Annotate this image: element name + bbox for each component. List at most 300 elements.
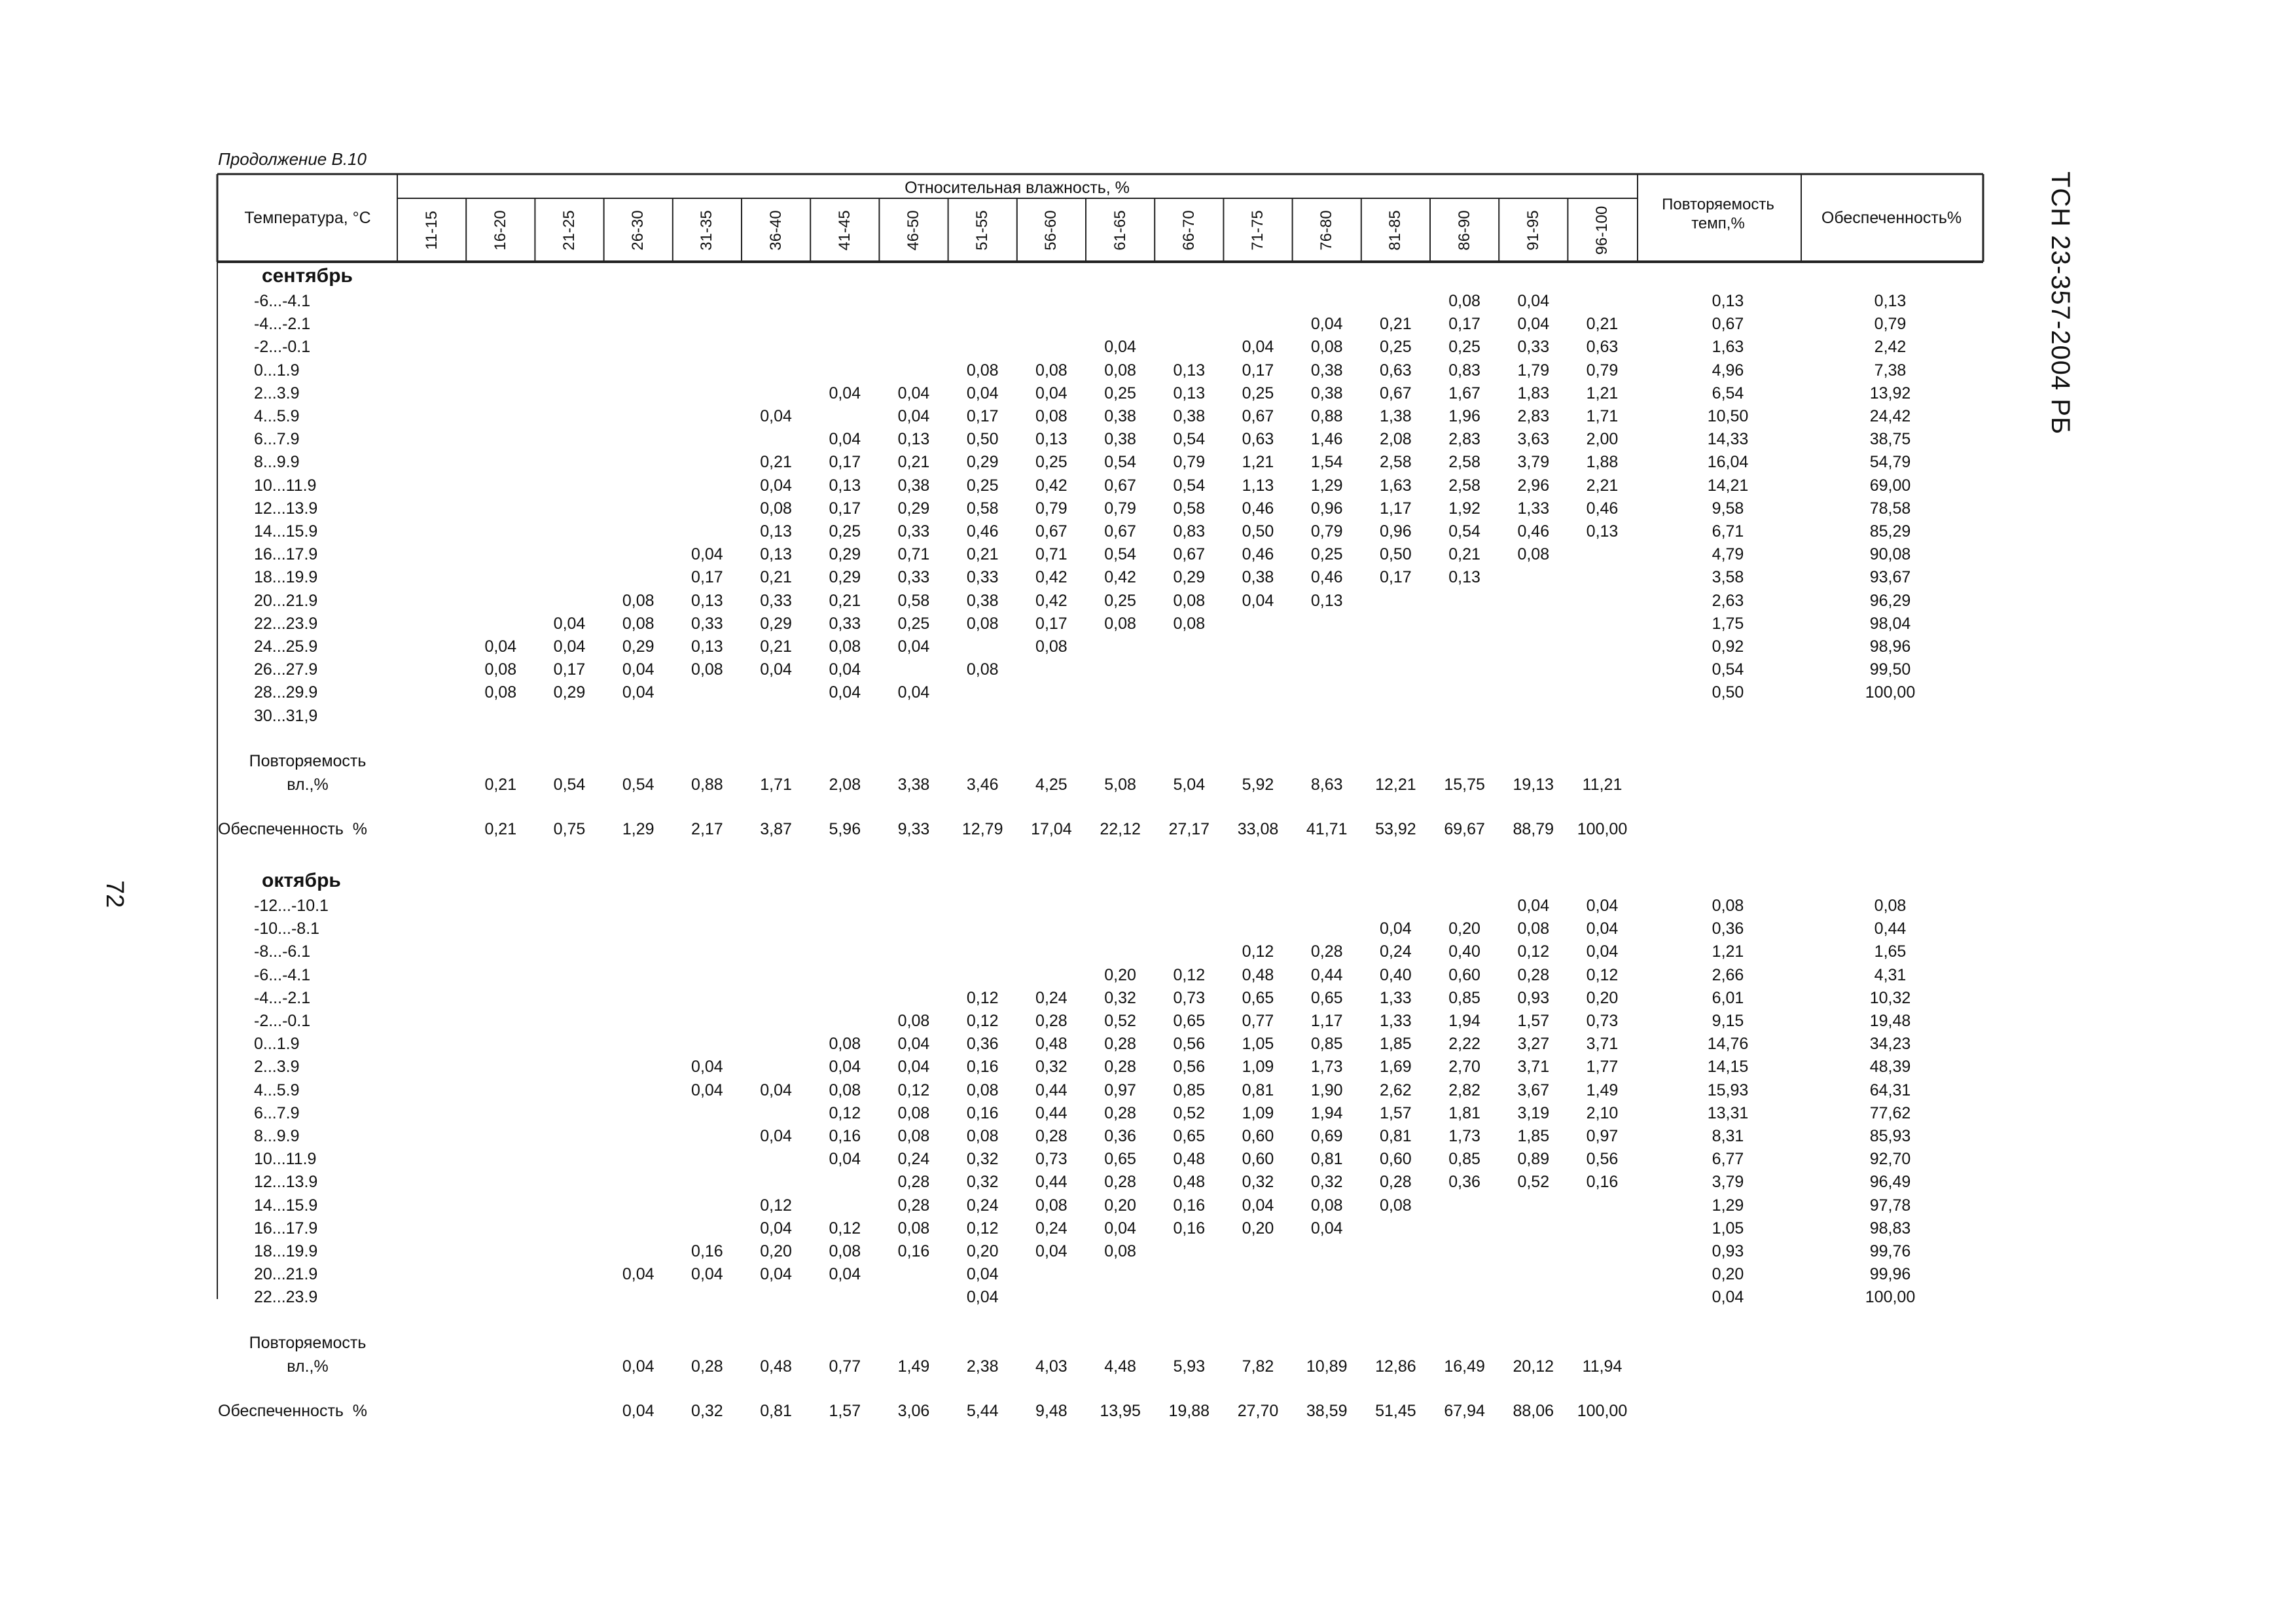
humidity-cell-value: 0,93 [1517,988,1550,1007]
humidity-cell-value: 0,46 [1517,522,1550,541]
humidity-cell-value: 1,85 [1380,1035,1412,1054]
humidity-cell-value: 0,08 [966,361,999,380]
humidity-cell-value: 1,29 [1310,476,1343,495]
humidity-cell-value: 0,04 [1310,315,1343,334]
humidity-cell-value: 0,04 [1104,338,1136,357]
humidity-cell-value: 0,67 [1035,522,1067,541]
repeat-humidity-value: 3,38 [897,775,930,794]
humidity-cell-value: 0,25 [1104,591,1136,610]
repeat-temp-value: 0,67 [1712,315,1744,334]
humidity-cell-value: 1,90 [1310,1080,1343,1099]
repeat-humidity-value: 0,48 [760,1357,792,1376]
humidity-cell-value: 0,89 [1517,1150,1550,1169]
humidity-cell-value: 1,71 [1586,407,1619,425]
security-humidity-value: 51,45 [1375,1401,1416,1420]
security-humidity-value: 0,75 [553,819,586,838]
temperature-range-label: 22...23.9 [254,614,318,633]
humidity-cell-value: 0,42 [1035,591,1067,610]
security-value: 85,29 [1869,522,1911,541]
repeat-temp-value: 15,93 [1707,1080,1749,1099]
repeat-temp-value: 0,20 [1712,1265,1744,1284]
humidity-cell-value: 3,27 [1517,1035,1550,1054]
security-humidity-value: 88,79 [1513,819,1554,838]
repeat-temp-value: 0,92 [1712,637,1744,656]
temperature-range-label: 22...23.9 [254,1288,318,1307]
repeat-temp-value: 14,21 [1707,476,1749,495]
security-humidity-value: 27,70 [1237,1401,1279,1420]
humidity-cell-value: 0,81 [1242,1080,1274,1099]
repeat-humidity-value: 3,46 [966,775,999,794]
humidity-cell-value: 0,16 [966,1058,999,1077]
humidity-cell-value: 1,54 [1310,453,1343,472]
humidity-cell-value: 0,65 [1104,1150,1136,1169]
repeat-humidity-value: 0,77 [829,1357,861,1376]
repeat-temp-value: 0,13 [1712,292,1744,310]
humidity-bin-label: 51-55 [973,210,992,251]
humidity-cell-value: 0,40 [1380,965,1412,984]
humidity-cell-value: 1,63 [1380,476,1412,495]
humidity-cell-value: 0,20 [1242,1219,1274,1238]
humidity-cell-value: 0,44 [1035,1103,1067,1122]
repeat-temp-value: 4,79 [1712,545,1744,564]
humidity-cell-value: 0,08 [829,637,861,656]
humidity-cell-value: 0,21 [1586,315,1619,334]
humidity-cell-value: 0,08 [1104,1242,1136,1260]
humidity-cell-value: 0,32 [1310,1173,1343,1192]
humidity-cell-value: 0,24 [1035,988,1067,1007]
temperature-range-label: 30...31,9 [254,706,318,725]
humidity-cell-value: 0,04 [1242,338,1274,357]
humidity-cell-value: 1,88 [1586,453,1619,472]
document-id: ТСН 23-357-2004 РБ [2046,171,2075,435]
humidity-cell-value: 0,96 [1310,499,1343,518]
humidity-cell-value: 1,49 [1586,1080,1619,1099]
security-value: 98,96 [1869,637,1911,656]
repeat-temp-value: 6,71 [1712,522,1744,541]
repeat-temp-value: 0,36 [1712,919,1744,938]
security-value: 13,92 [1869,383,1911,402]
temperature-range-label: 28...29.9 [254,683,318,702]
humidity-cell-value: 0,08 [897,1127,930,1145]
humidity-cell-value: 0,69 [1310,1127,1343,1145]
humidity-cell-value: 0,13 [1173,361,1206,380]
humidity-cell-value: 0,24 [966,1196,999,1215]
temperature-range-label: 20...21.9 [254,1265,318,1284]
humidity-cell-value: 0,67 [1104,522,1136,541]
humidity-cell-value: 1,09 [1242,1103,1274,1122]
humidity-cell-value: 0,65 [1173,1127,1206,1145]
repeat-temp-value: 6,54 [1712,383,1744,402]
security-value: 78,58 [1869,499,1911,518]
humidity-cell-value: 0,52 [1173,1103,1206,1122]
humidity-cell-value: 0,60 [1448,965,1480,984]
security-value: 34,23 [1869,1035,1911,1054]
humidity-cell-value: 0,12 [966,1219,999,1238]
humidity-cell-value: 0,44 [1310,965,1343,984]
humidity-cell-value: 0,12 [1586,965,1619,984]
humidity-cell-value: 0,54 [1104,453,1136,472]
humidity-bin-label: 36-40 [766,210,785,251]
security-value: 38,75 [1869,430,1911,449]
humidity-cell-value: 0,04 [691,1080,723,1099]
humidity-cell-value: 2,82 [1448,1080,1480,1099]
humidity-cell-value: 0,85 [1448,1150,1480,1169]
page-number: 72 [101,880,128,908]
humidity-cell-value: 0,97 [1586,1127,1619,1145]
humidity-bin-label: 21-25 [560,210,578,251]
security-humidity-value: 0,04 [622,1401,655,1420]
security-value: 93,67 [1869,568,1911,587]
humidity-cell-value: 0,33 [829,614,861,633]
humidity-cell-value: 0,58 [966,499,999,518]
humidity-cell-value: 0,16 [966,1103,999,1122]
humidity-cell-value: 0,21 [1380,315,1412,334]
humidity-cell-value: 0,12 [1242,942,1274,961]
humidity-cell-value: 0,48 [1242,965,1274,984]
humidity-cell-value: 0,85 [1448,988,1480,1007]
humidity-cell-value: 0,08 [966,1080,999,1099]
humidity-cell-value: 0,77 [1242,1012,1274,1030]
repeat-temp-value: 0,08 [1712,897,1744,915]
humidity-cell-value: 0,79 [1035,499,1067,518]
humidity-cell-value: 1,85 [1517,1127,1550,1145]
temperature-range-label: -8...-6.1 [254,942,311,961]
repeat-temp-value: 3,79 [1712,1173,1744,1192]
humidity-cell-value: 0,38 [1104,430,1136,449]
temperature-range-label: 16...17.9 [254,545,318,564]
humidity-cell-value: 0,04 [829,383,861,402]
humidity-cell-value: 1,05 [1242,1035,1274,1054]
humidity-cell-value: 0,29 [760,614,792,633]
humidity-cell-value: 0,04 [622,683,655,702]
humidity-cell-value: 0,44 [1035,1173,1067,1192]
security-value: 97,78 [1869,1196,1911,1215]
humidity-cell-value: 0,46 [1310,568,1343,587]
humidity-cell-value: 0,08 [1517,545,1550,564]
humidity-cell-value: 1,67 [1448,383,1480,402]
humidity-cell-value: 0,04 [1242,1196,1274,1215]
humidity-cell-value: 2,83 [1448,430,1480,449]
humidity-cell-value: 0,08 [1035,407,1067,425]
repeat-humidity-value: 0,21 [484,775,517,794]
security-value: 4,31 [1874,965,1907,984]
humidity-cell-value: 1,73 [1448,1127,1480,1145]
humidity-cell-value: 0,04 [1586,919,1619,938]
humidity-cell-value: 0,33 [1517,338,1550,357]
humidity-cell-value: 0,04 [691,1265,723,1284]
temperature-range-label: 6...7.9 [254,430,300,449]
repeat-temp-value: 0,04 [1712,1288,1744,1307]
humidity-cell-value: 2,10 [1586,1103,1619,1122]
security-humidity-value: 88,06 [1513,1401,1554,1420]
humidity-cell-value: 0,60 [1242,1127,1274,1145]
humidity-cell-value: 0,04 [553,637,586,656]
humidity-cell-value: 0,28 [1104,1058,1136,1077]
temperature-range-label: 10...11.9 [254,1150,317,1169]
humidity-bin-label: 46-50 [905,210,922,251]
security-humidity-value: 5,96 [829,819,861,838]
temperature-range-label: 18...19.9 [254,1242,318,1260]
humidity-cell-value: 0,71 [897,545,930,564]
humidity-cell-value: 2,62 [1380,1080,1412,1099]
humidity-cell-value: 0,29 [897,499,930,518]
humidity-cell-value: 0,28 [1104,1035,1136,1054]
temperature-range-label: 4...5.9 [254,407,300,425]
humidity-cell-value: 0,08 [897,1012,930,1030]
humidity-cell-value: 0,24 [1380,942,1412,961]
humidity-cell-value: 1,09 [1242,1058,1274,1077]
humidity-cell-value: 1,21 [1242,453,1274,472]
humidity-cell-value: 0,38 [1310,361,1343,380]
security-humidity-value: 67,94 [1444,1401,1485,1420]
repeat-temp-value: 2,66 [1712,965,1744,984]
temperature-range-label: 8...9.9 [254,453,300,472]
humidity-cell-value: 2,70 [1448,1058,1480,1077]
humidity-cell-value: 0,20 [760,1242,792,1260]
humidity-cell-value: 0,56 [1173,1035,1206,1054]
humidity-cell-value: 0,79 [1310,522,1343,541]
humidity-bin-label: 71-75 [1249,210,1266,251]
repeat-humidity-value: 7,82 [1242,1357,1274,1376]
humidity-cell-value: 0,04 [966,1288,999,1307]
humidity-cell-value: 0,29 [966,453,999,472]
humidity-cell-value: 0,96 [1380,522,1412,541]
security-humidity-value: 2,17 [691,819,723,838]
repeat-humidity-value: 16,49 [1444,1357,1485,1376]
temperature-range-label: -6...-4.1 [254,292,311,310]
humidity-cell-value: 0,04 [1517,897,1550,915]
humidity-cell-value: 2,08 [1380,430,1412,449]
humidity-cell-value: 0,65 [1310,988,1343,1007]
humidity-cell-value: 0,28 [1310,942,1343,961]
humidity-cell-value: 0,12 [1173,965,1206,984]
security-value: 100,00 [1865,1288,1916,1307]
humidity-cell-value: 0,08 [1310,338,1343,357]
humidity-cell-value: 0,08 [622,591,655,610]
humidity-cell-value: 0,21 [760,568,792,587]
humidity-cell-value: 0,25 [1310,545,1343,564]
security-value: 85,93 [1869,1127,1911,1145]
humidity-cell-value: 0,79 [1104,499,1136,518]
repeat-humidity-value: 2,08 [829,775,861,794]
repeat-humidity-value: 0,88 [691,775,723,794]
humidity-cell-value: 0,17 [829,499,861,518]
temperature-range-label: 16...17.9 [254,1219,318,1238]
temperature-range-label: -4...-2.1 [254,988,311,1007]
security-value: 7,38 [1874,361,1907,380]
humidity-cell-value: 0,36 [966,1035,999,1054]
security-value: 1,65 [1874,942,1907,961]
humidity-cell-value: 0,17 [691,568,723,587]
humidity-cell-value: 0,08 [829,1080,861,1099]
humidity-cell-value: 1,79 [1517,361,1550,380]
humidity-cell-value: 0,40 [1448,942,1480,961]
temperature-range-label: 2...3.9 [254,1058,300,1077]
header-repeat-temp: Повторяемость темп,% [1662,196,1774,232]
repeat-temp-value: 1,29 [1712,1196,1744,1215]
temperature-range-label: 24...25.9 [254,637,318,656]
security-value: 98,04 [1869,614,1911,633]
humidity-cell-value: 0,04 [897,383,930,402]
repeat-temp-value: 16,04 [1707,453,1749,472]
humidity-cell-value: 0,13 [1035,430,1067,449]
security-humidity-value: 27,17 [1168,819,1210,838]
repeat-humidity-value: 0,04 [622,1357,655,1376]
security-value: 96,29 [1869,591,1911,610]
humidity-bin-label: 76-80 [1318,210,1336,251]
temperature-range-label: -4...-2.1 [254,315,311,334]
humidity-cell-value: 0,04 [829,1265,861,1284]
humidity-cell-value: 0,12 [966,988,999,1007]
humidity-cell-value: 3,67 [1517,1080,1550,1099]
humidity-cell-value: 0,16 [691,1242,723,1260]
humidity-cell-value: 0,83 [1448,361,1480,380]
humidity-bin-label: 16-20 [491,210,509,251]
security-value: 99,50 [1869,660,1911,679]
repeat-humidity-value: 5,92 [1242,775,1274,794]
humidity-cell-value: 0,08 [966,614,999,633]
repeat-humidity-value: 12,21 [1375,775,1416,794]
humidity-cell-value: 0,04 [1517,292,1550,310]
humidity-cell-value: 0,42 [1035,476,1067,495]
humidity-cell-value: 0,04 [1104,1219,1136,1238]
repeat-temp-value: 0,50 [1712,683,1744,702]
humidity-cell-value: 0,13 [1173,383,1206,402]
humidity-cell-value: 0,08 [1448,292,1480,310]
humidity-cell-value: 0,08 [484,660,517,679]
humidity-cell-value: 1,33 [1380,988,1412,1007]
security-value: 100,00 [1865,683,1916,702]
humidity-cell-value: 3,63 [1517,430,1550,449]
humidity-cell-value: 0,28 [1035,1012,1067,1030]
humidity-cell-value: 0,21 [829,591,861,610]
humidity-cell-value: 0,38 [1310,383,1343,402]
humidity-cell-value: 0,73 [1586,1012,1619,1030]
security-value: 0,79 [1874,315,1907,334]
repeat-temp-value: 9,58 [1712,499,1744,518]
security-humidity-value: 1,57 [829,1401,861,1420]
humidity-cell-value: 0,04 [829,1150,861,1169]
humidity-cell-value: 1,57 [1517,1012,1550,1030]
repeat-humidity-value: 4,48 [1104,1357,1136,1376]
humidity-cell-value: 0,04 [691,545,723,564]
header-security: Обеспеченность% [1821,209,1962,227]
repeat-temp-value: 6,01 [1712,988,1744,1007]
humidity-cell-value: 0,17 [1448,315,1480,334]
humidity-cell-value: 0,25 [1104,383,1136,402]
repeat-humidity-value: 10,89 [1306,1357,1348,1376]
humidity-cell-value: 0,36 [1104,1127,1136,1145]
security-humidity-value: 0,81 [760,1401,792,1420]
security-value: 0,44 [1874,919,1907,938]
repeat-humidity-value: 0,54 [622,775,655,794]
humidity-cell-value: 0,04 [897,407,930,425]
repeat-temp-value: 6,77 [1712,1150,1744,1169]
humidity-cell-value: 0,20 [966,1242,999,1260]
humidity-cell-value: 0,81 [1310,1150,1343,1169]
security-humidity-value: 0,21 [484,819,517,838]
humidity-cell-value: 0,04 [1035,1242,1067,1260]
humidity-cell-value: 0,48 [1035,1035,1067,1054]
security-humidity-value: 3,87 [760,819,792,838]
humidity-cell-value: 0,04 [897,637,930,656]
security-value: 2,42 [1874,338,1907,357]
security-value: 64,31 [1869,1080,1911,1099]
humidity-cell-value: 0,29 [1173,568,1206,587]
humidity-cell-value: 0,54 [1173,476,1206,495]
humidity-cell-value: 0,12 [760,1196,792,1215]
humidity-cell-value: 0,04 [760,1219,792,1238]
humidity-cell-value: 0,13 [829,476,861,495]
humidity-cell-value: 0,16 [1173,1196,1206,1215]
humidity-cell-value: 0,04 [1586,897,1619,915]
humidity-cell-value: 2,21 [1586,476,1619,495]
humidity-cell-value: 2,22 [1448,1035,1480,1054]
humidity-cell-value: 0,25 [1242,383,1274,402]
humidity-cell-value: 0,67 [1104,476,1136,495]
humidity-bin-label: 66-70 [1179,210,1198,251]
month-heading: октябрь [262,870,341,891]
temperature-range-label: 8...9.9 [254,1127,300,1145]
humidity-cell-value: 0,97 [1104,1080,1136,1099]
humidity-cell-value: 0,73 [1173,988,1206,1007]
humidity-cell-value: 0,48 [1173,1150,1206,1169]
humidity-cell-value: 0,08 [484,683,517,702]
humidity-cell-value: 0,28 [1104,1173,1136,1192]
humidity-cell-value: 0,17 [553,660,586,679]
humidity-cell-value: 0,67 [1380,383,1412,402]
humidity-cell-value: 1,69 [1380,1058,1412,1077]
repeat-temp-value: 9,15 [1712,1012,1744,1030]
month-heading: сентябрь [262,265,353,287]
humidity-cell-value: 0,08 [966,660,999,679]
humidity-cell-value: 0,08 [1173,591,1206,610]
temperature-range-label: -12...-10.1 [254,897,329,915]
humidity-cell-value: 0,33 [966,568,999,587]
repeat-humidity-value: 11,94 [1582,1357,1623,1376]
security-humidity-label: Обеспеченность % [218,1401,368,1420]
humidity-cell-value: 0,60 [1242,1150,1274,1169]
temperature-range-label: -6...-4.1 [254,965,311,984]
humidity-cell-value: 0,71 [1035,545,1067,564]
repeat-temp-value: 4,96 [1712,361,1744,380]
humidity-cell-value: 0,08 [1035,361,1067,380]
humidity-cell-value: 0,38 [966,591,999,610]
security-value: 0,08 [1874,897,1907,915]
humidity-cell-value: 0,16 [1173,1219,1206,1238]
humidity-cell-value: 0,04 [1380,919,1412,938]
security-value: 24,42 [1869,407,1911,425]
repeat-temp-value: 0,54 [1712,660,1744,679]
temperature-range-label: 6...7.9 [254,1103,300,1122]
humidity-cell-value: 0,17 [966,407,999,425]
humidity-cell-value: 0,08 [1173,614,1206,633]
humidity-cell-value: 0,16 [829,1127,861,1145]
humidity-cell-value: 0,28 [897,1196,930,1215]
humidity-cell-value: 0,17 [1380,568,1412,587]
humidity-cell-value: 0,04 [760,407,792,425]
humidity-cell-value: 2,83 [1517,407,1550,425]
humidity-cell-value: 0,08 [897,1103,930,1122]
security-value: 48,39 [1869,1058,1911,1077]
security-value: 54,79 [1869,453,1911,472]
repeat-humidity-value: 5,04 [1173,775,1206,794]
humidity-cell-value: 0,08 [1517,919,1550,938]
repeat-temp-value: 14,15 [1707,1058,1749,1077]
humidity-cell-value: 0,29 [553,683,586,702]
humidity-bin-label: 26-30 [629,210,647,251]
humidity-cell-value: 0,85 [1173,1080,1206,1099]
